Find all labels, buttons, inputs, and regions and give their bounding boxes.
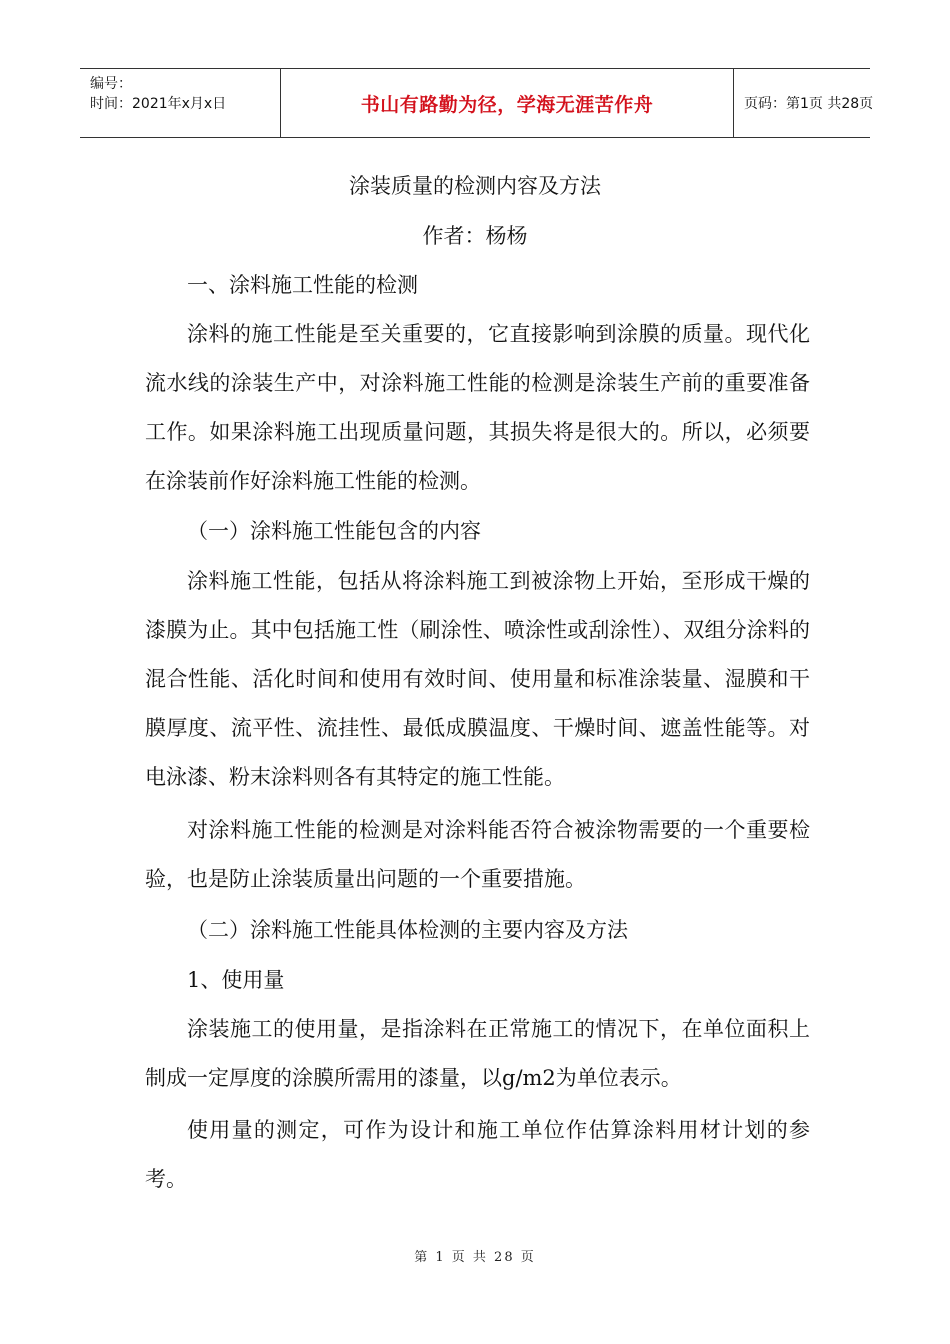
document-number-label: 编号： xyxy=(90,76,132,92)
subsection-heading: （二）涂料施工性能具体检测的主要内容及方法 xyxy=(187,918,628,942)
body-paragraph: 涂装施工的使用量，是指涂料在正常施工的情况下，在单位面积上制成一定厚度的涂膜所需用的漆量，以g/m2为单位表示。 xyxy=(145,1017,810,1090)
subsection-heading: （一）涂料施工性能包含的内容 xyxy=(187,519,481,543)
section-heading: 一、涂料施工性能的检测 xyxy=(187,273,418,297)
header-right-cell xyxy=(734,69,874,137)
body-paragraph: 使用量的测定，可作为设计和施工单位作估算涂料用材计划的参考。 xyxy=(145,1118,810,1191)
header-left-cell xyxy=(80,69,280,137)
document-title: 涂装质量的检测内容及方法 xyxy=(349,174,601,198)
body-paragraph: 涂料施工性能，包括从将涂料施工到被涂物上开始，至形成干燥的漆膜为止。其中包括施工性（刷涂性、喷涂性或刮涂性）、双组分涂料的混合性能、活化时间和使用有效时间、使用量和标准涂装量、湿膜和干膜厚度、流平性、流挂性、最低成膜温度、干燥时间、遮盖性能等。对电泳漆、粉末涂料则各有其特定的施工性能。 xyxy=(145,569,810,789)
body-paragraph: 涂料的施工性能是至关重要的，它直接影响到涂膜的质量。现代化流水线的涂装生产中，对涂料施工性能的检测是涂装生产前的重要准备工作。如果涂料施工出现质量问题，其损失将是很大的。所以，必须要在涂装前作好涂料施工性能的检测。 xyxy=(145,322,810,493)
header-motto-cell xyxy=(280,69,734,137)
body-paragraph: 对涂料施工性能的检测是对涂料能否符合被涂物需要的一个重要检验，也是防止涂装质量出问题的一个重要措施。 xyxy=(145,818,810,891)
page-footer: 第 1 页 共 28 页 xyxy=(414,1250,536,1265)
document-author: 作者：杨杨 xyxy=(422,224,528,248)
document-date-label: 时间：2021年x月x日 xyxy=(90,96,227,112)
header-motto: 书山有路勤为径，学海无涯苦作舟 xyxy=(360,93,654,116)
document-header xyxy=(80,68,874,138)
item-heading: 1、使用量 xyxy=(187,968,285,992)
header-page-label: 页码：第1页 共28页 xyxy=(744,96,874,112)
